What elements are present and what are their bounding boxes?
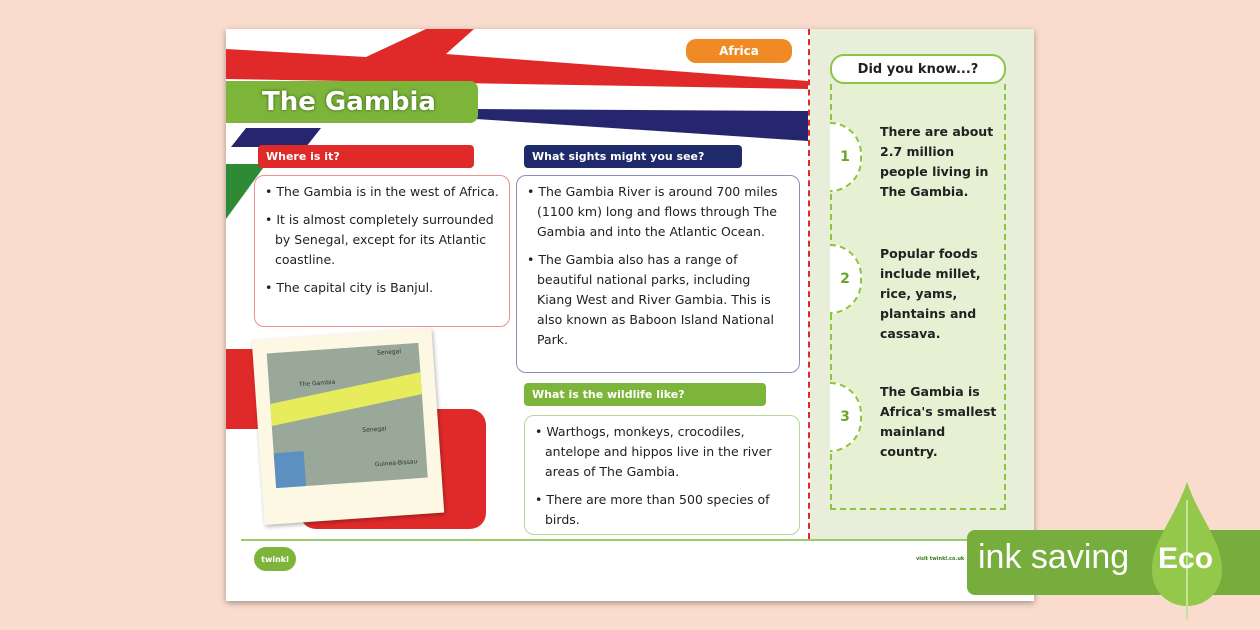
eco-text: Eco bbox=[1158, 542, 1214, 575]
where-box bbox=[254, 175, 510, 327]
bullet: • There are more than 500 species of birds. bbox=[535, 492, 770, 527]
footer-url: visit twinkl.co.uk bbox=[916, 556, 965, 562]
bullet: • The Gambia River is around 700 miles (1100 km) long and flows through The Gambia and into the Atlantic Ocean. bbox=[527, 184, 778, 239]
fact-text: There are about 2.7 million people living in The Gambia. bbox=[880, 124, 994, 199]
map-label: Guinea-Bissau bbox=[374, 458, 418, 469]
bullet: • The Gambia is in the west of Africa. bbox=[265, 184, 499, 199]
eco-label: ink saving bbox=[978, 538, 1130, 576]
twinkl-logo: twinkl bbox=[254, 547, 296, 571]
page-title: The Gambia bbox=[226, 81, 478, 123]
bullet: • The capital city is Banjul. bbox=[265, 280, 434, 295]
fact-number: 2 bbox=[830, 244, 862, 314]
where-heading: Where is it? bbox=[258, 145, 474, 168]
fact-text: Popular foods include millet, rice, yams, plantains and cassava. bbox=[880, 246, 981, 341]
fact-text: The Gambia is Africa's smallest mainland country. bbox=[880, 384, 997, 459]
footer-line bbox=[241, 539, 1034, 541]
bullet: • Warthogs, monkeys, crocodiles, antelope and hippos live in the river areas of The Gambia. bbox=[535, 424, 772, 479]
map-label: Senegal bbox=[376, 348, 402, 357]
bullet: • The Gambia also has a range of beautiful national parks, including Kiang West and River Gambia. This is also known as Baboon Island National Park. bbox=[527, 252, 774, 347]
worksheet-page bbox=[226, 29, 1034, 601]
bullet: • It is almost completely surrounded by Senegal, except for its Atlantic coastline. bbox=[265, 212, 494, 267]
continent-tag: Africa bbox=[686, 39, 792, 63]
facts-box bbox=[830, 84, 1006, 510]
map-photo bbox=[252, 328, 444, 525]
fact-number: 3 bbox=[830, 382, 862, 452]
sights-heading: What sights might you see? bbox=[524, 145, 742, 168]
map-label: The Gambia bbox=[298, 378, 336, 389]
ocean bbox=[274, 451, 306, 488]
map-label: Senegal bbox=[362, 425, 387, 435]
gambia-region bbox=[270, 372, 422, 426]
wildlife-box bbox=[524, 415, 800, 535]
sights-box bbox=[516, 175, 800, 373]
fact-number: 1 bbox=[830, 122, 862, 192]
did-you-know-heading: Did you know...? bbox=[830, 54, 1006, 84]
wildlife-heading: What is the wildlife like? bbox=[524, 383, 766, 406]
